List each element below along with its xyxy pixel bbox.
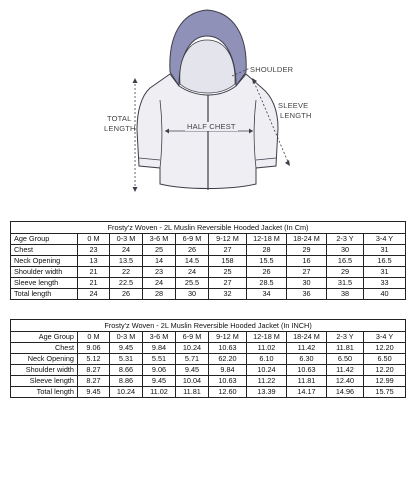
table-cell: 11.42 (287, 343, 327, 354)
table-cell: 26 (110, 289, 143, 300)
table-cell: 11.81 (327, 343, 364, 354)
table-cell: 36 (287, 289, 327, 300)
row-label: Chest (11, 343, 78, 354)
table-row (11, 354, 406, 365)
shoulder-label: SHOULDER (250, 65, 294, 74)
header-cell: 9-12 M (209, 332, 247, 343)
table-cell: 25 (209, 267, 247, 278)
table-cell: 29 (327, 267, 364, 278)
table-cell: 11.81 (176, 387, 209, 398)
table-cell: 11.02 (247, 343, 287, 354)
table-cell: 22.5 (110, 278, 143, 289)
header-cell: 9-12 M (209, 234, 247, 245)
table-cell: 34 (247, 289, 287, 300)
row-label: Shoulder width (11, 365, 78, 376)
header-cell: 0-3 M (110, 234, 143, 245)
header-cell: 12-18 M (247, 332, 287, 343)
table-cell: 31.5 (327, 278, 364, 289)
jacket-illustration (0, 0, 413, 205)
header-cell: 3-4 Y (364, 332, 406, 343)
table-header-row (11, 234, 406, 245)
table-cell: 30 (327, 245, 364, 256)
row-label: Neck Opening (11, 354, 78, 365)
table-cell: 8.27 (78, 376, 110, 387)
table-cell: 10.63 (287, 365, 327, 376)
table-cell: 10.24 (110, 387, 143, 398)
table-row (11, 387, 406, 398)
table-cell: 16.5 (327, 256, 364, 267)
row-label: Sleeve length (11, 376, 78, 387)
header-cell: 2-3 Y (327, 332, 364, 343)
table-cell: 6.50 (327, 354, 364, 365)
table-cell: 27 (287, 267, 327, 278)
table-cell: 15.75 (364, 387, 406, 398)
table-row (11, 256, 406, 267)
table-cell: 38 (327, 289, 364, 300)
table-header-row (11, 332, 406, 343)
table-cell: 27 (209, 245, 247, 256)
table-cell: 15.5 (247, 256, 287, 267)
table-cell: 10.24 (176, 343, 209, 354)
table-cell: 10.04 (176, 376, 209, 387)
header-cell: 3-6 M (143, 234, 176, 245)
table-cell: 8.86 (110, 376, 143, 387)
size-table-inch (10, 319, 405, 398)
header-cell: 3-4 Y (364, 234, 406, 245)
row-label: Sleeve length (11, 278, 78, 289)
header-cell: 18-24 M (287, 234, 327, 245)
table-cell: 28 (143, 289, 176, 300)
table-row (11, 278, 406, 289)
table-cell: 11.81 (287, 376, 327, 387)
table-cell: 9.45 (78, 387, 110, 398)
table-cell: 5.12 (78, 354, 110, 365)
table-cell: 28 (247, 245, 287, 256)
table-cell: 12.40 (327, 376, 364, 387)
table-cell: 11.22 (247, 376, 287, 387)
table-row (11, 245, 406, 256)
size-chart-inch (10, 319, 406, 398)
table-cell: 6.10 (247, 354, 287, 365)
table-cell: 10.63 (209, 343, 247, 354)
table-cell: 8.27 (78, 365, 110, 376)
table-cell: 25 (143, 245, 176, 256)
table-cell: 9.45 (143, 376, 176, 387)
table-row (11, 376, 406, 387)
table-cell: 5.31 (110, 354, 143, 365)
table-cell: 9.06 (143, 365, 176, 376)
table-cell: 26 (176, 245, 209, 256)
table-cell: 16 (287, 256, 327, 267)
table-cell: 14.17 (287, 387, 327, 398)
table-cell: 25.5 (176, 278, 209, 289)
row-label: Total length (11, 289, 78, 300)
table-row (11, 289, 406, 300)
table-cell: 62.20 (209, 354, 247, 365)
header-cell: Age Group (11, 332, 78, 343)
table-cell: 11.02 (143, 387, 176, 398)
table-cell: 12.20 (364, 343, 406, 354)
table-cell: 13 (78, 256, 110, 267)
row-label: Chest (11, 245, 78, 256)
half-chest-label: HALF CHEST (187, 122, 236, 131)
table-cell: 24 (78, 289, 110, 300)
table-cell: 29 (287, 245, 327, 256)
table-cell: 21 (78, 267, 110, 278)
row-label: Total length (11, 387, 78, 398)
sleeve-length-label-line1: SLEEVE (278, 101, 309, 110)
table-cell: 33 (364, 278, 406, 289)
table-cell: 24 (110, 245, 143, 256)
header-cell: 0 M (78, 332, 110, 343)
header-cell: 0-3 M (110, 332, 143, 343)
table-cell: 27 (209, 278, 247, 289)
row-label: Shoulder width (11, 267, 78, 278)
table-cell: 28.5 (247, 278, 287, 289)
total-length-label-line2: LENGTH (104, 124, 136, 133)
table-cell: 9.45 (110, 343, 143, 354)
table-title: Frosty'z Woven - 2L Muslin Reversible Hooded Jacket (In Cm) (11, 222, 406, 234)
table-cell: 9.84 (143, 343, 176, 354)
table-cell: 13.39 (247, 387, 287, 398)
header-cell: 0 M (78, 234, 110, 245)
table-cell: 14.96 (327, 387, 364, 398)
table-cell: 12.99 (364, 376, 406, 387)
table-cell: 14 (143, 256, 176, 267)
table-cell: 26 (247, 267, 287, 278)
jacket-figure (0, 0, 413, 205)
table-cell: 6.30 (287, 354, 327, 365)
sleeve-length-label-line2: LENGTH (280, 111, 312, 120)
table-cell: 5.51 (143, 354, 176, 365)
table-cell: 24 (143, 278, 176, 289)
table-cell: 24 (176, 267, 209, 278)
table-cell: 31 (364, 267, 406, 278)
header-cell: 3-6 M (143, 332, 176, 343)
table-row (11, 343, 406, 354)
table-cell: 12.20 (364, 365, 406, 376)
table-cell: 30 (287, 278, 327, 289)
table-cell: 16.5 (364, 256, 406, 267)
table-cell: 10.63 (209, 376, 247, 387)
table-cell: 5.71 (176, 354, 209, 365)
table-cell: 9.84 (209, 365, 247, 376)
header-cell: 2-3 Y (327, 234, 364, 245)
header-cell: 6-9 M (176, 234, 209, 245)
size-table-cm (10, 221, 405, 300)
table-cell: 10.24 (247, 365, 287, 376)
table-cell: 23 (78, 245, 110, 256)
table-cell: 22 (110, 267, 143, 278)
header-cell: 6-9 M (176, 332, 209, 343)
table-cell: 158 (209, 256, 247, 267)
table-cell: 30 (176, 289, 209, 300)
table-cell: 8.66 (110, 365, 143, 376)
table-cell: 21 (78, 278, 110, 289)
table-cell: 23 (143, 267, 176, 278)
table-row (11, 365, 406, 376)
size-chart-cm (10, 221, 406, 300)
table-cell: 12.60 (209, 387, 247, 398)
table-row (11, 267, 406, 278)
total-length-label-line1: TOTAL (107, 114, 132, 123)
table-cell: 31 (364, 245, 406, 256)
table-cell: 11.42 (327, 365, 364, 376)
table-cell: 9.45 (176, 365, 209, 376)
table-cell: 14.5 (176, 256, 209, 267)
table-cell: 32 (209, 289, 247, 300)
table-cell: 6.50 (364, 354, 406, 365)
row-label: Neck Opening (11, 256, 78, 267)
table-cell: 9.06 (78, 343, 110, 354)
header-cell: 18-24 M (287, 332, 327, 343)
header-cell: 12-18 M (247, 234, 287, 245)
table-title: Frosty'z Woven - 2L Muslin Reversible Hooded Jacket (In INCH) (11, 320, 406, 332)
table-cell: 13.5 (110, 256, 143, 267)
header-cell: Age Group (11, 234, 78, 245)
table-cell: 40 (364, 289, 406, 300)
